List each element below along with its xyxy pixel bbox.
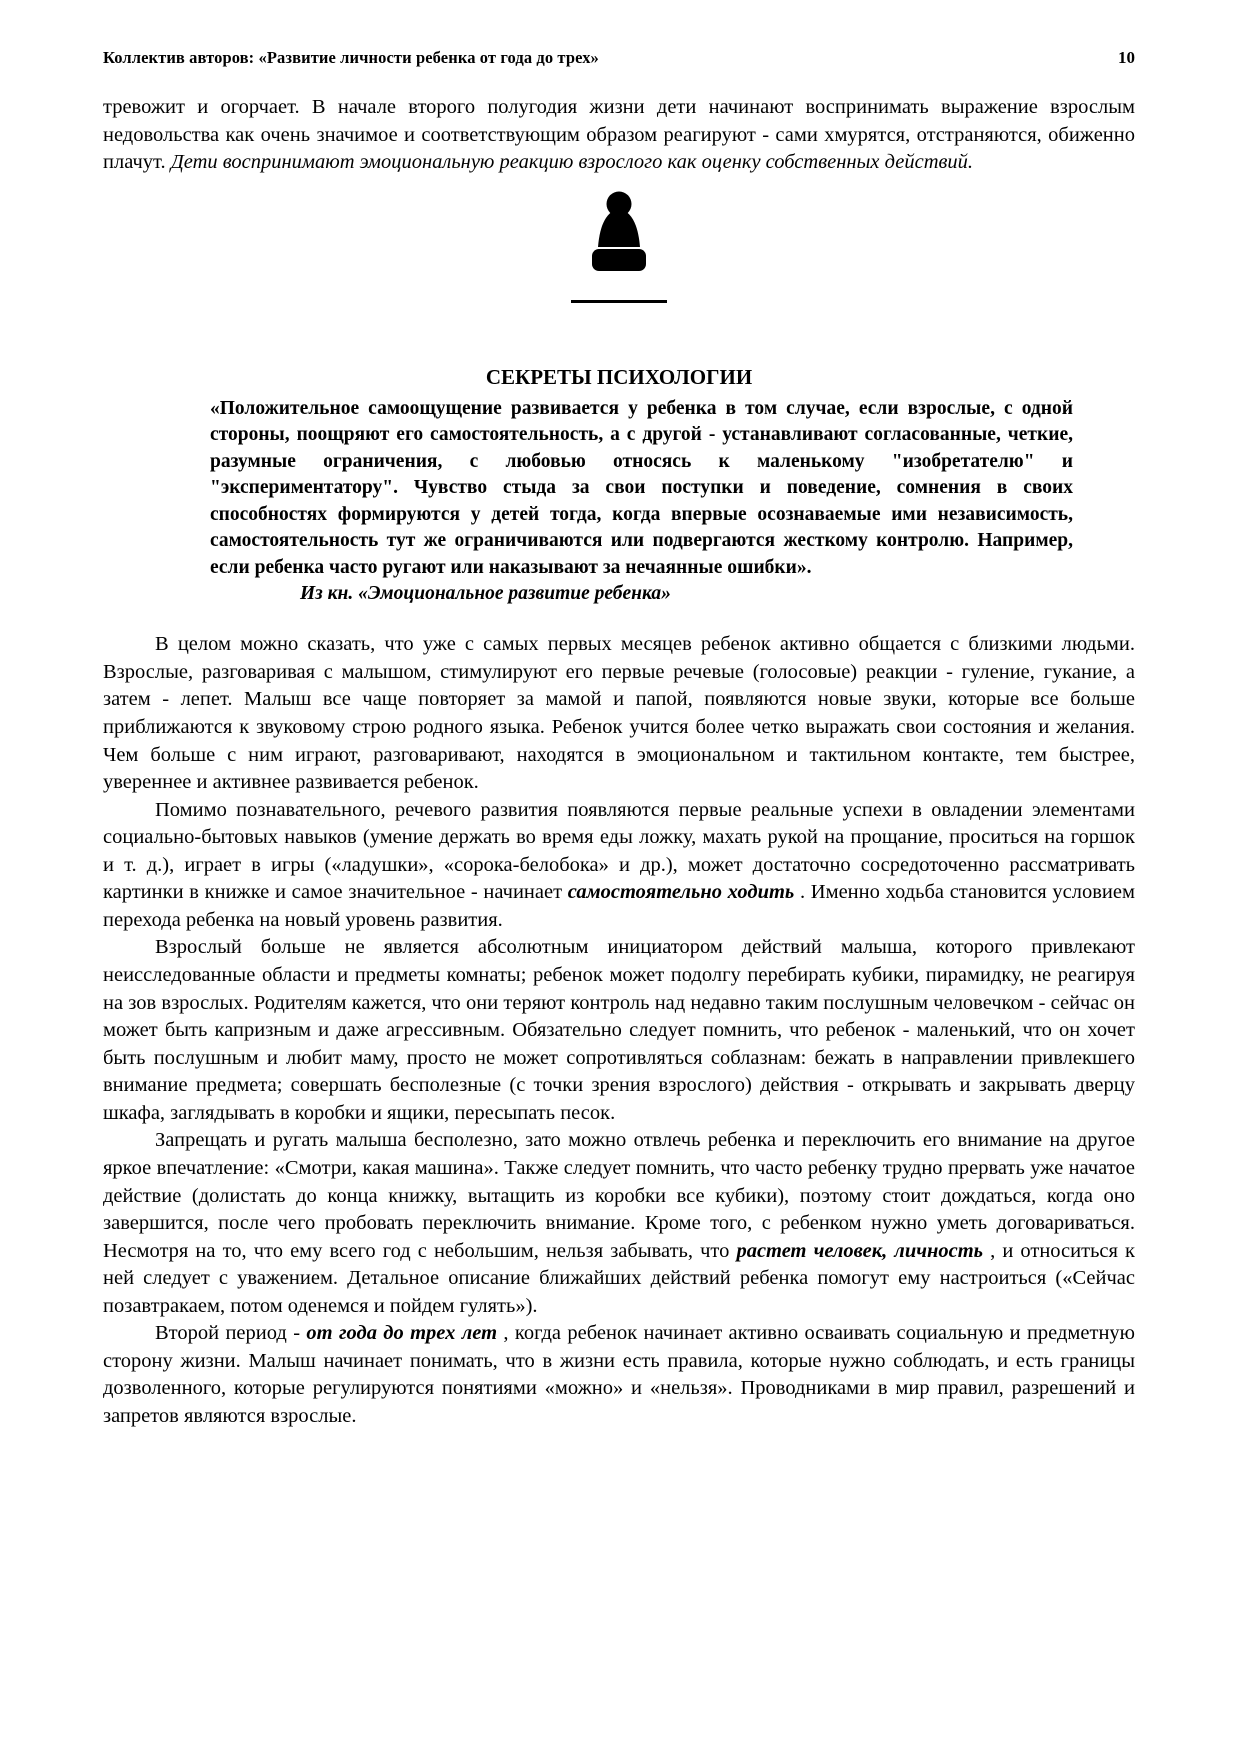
paragraph: [103, 631, 1135, 796]
intro-paragraphs: [103, 94, 1135, 177]
text-run: Помимо познавательного, речевого развития появляются первые реальные успехи в овладении элементами социально-бытовых навыков (умение держать во время еды ложку, махать рукой на прощание, проситься на горшок и т. д.), играет в игры («ладушки», «сорока-белобока» и др.), может достаточно сосредоточенно рассматривать картинки в книжке и самое значительное - начинает: [103, 798, 1135, 904]
text-run: , и относиться к ней следует с уважением. Детальное описание ближайших действий ребенка помогут ему настроиться («Сейчас позавтракаем, потом оденемся и пойдем гулять»).: [103, 1239, 1135, 1317]
secrets-heading: СЕКРЕТЫ ПСИХОЛОГИИ: [485, 364, 753, 389]
page-header: [103, 48, 1135, 68]
text-run: растет человек, личность: [736, 1239, 984, 1262]
text-run: , когда ребенок начинает активно осваивать социальную и предметную сторону жизни. Малыш начинает понимать, что в жизни есть правила, которые нужно соблюдать, и есть границы дозволенного, которые регулируются понятиями «можно» и «нельзя». Проводниками в мир правил, разрешений и запретов являются взрослые.: [103, 1322, 1135, 1428]
body-paragraphs: [103, 631, 1135, 1430]
secrets-quote: «Положительное самоощущение развивается у ребенка в том случае, если взрослые, с одной стороны, поощряют его самостоятельность, а с другой - устанавливают согласованные, четкие, разумные ограничения, с любовью относясь к маленькому "изобретателю" и "экспериментатору". Чувство стыда за свои поступки и поведение, сомнения в своих способностях формируются у детей тогда, когда впервые осознаваемые ими независимость, самостоятельность тут же ограничиваются или подвергаются жесткому контролю. Например, если ребенка часто ругают или наказывают за нечаянные ошибки».: [210, 397, 1073, 578]
paragraph: [103, 1320, 1135, 1430]
paragraph: [103, 797, 1135, 935]
text-run: тревожит и огорчает. В начале второго полугодия жизни дети начинают воспринимать выражение взрослым недовольства как очень значимое и соответствующим образом реагируют - сами хмурятся, отстраняются, обиженно плачут.: [103, 96, 1135, 174]
text-run: В целом можно сказать, что уже с самых первых месяцев ребенок активно общается с близкими людьми. Взрослые, разговаривая с малышом, стимулируют его первые речевые (голосовые) реакции - гуление, гукание, а затем - лепет. Малыш все чаще повторяет за мамой и папой, появляются новые звуки, которые все больше приближаются к звуковому строю родного языка. Ребенок учится более четко выражать свои состояния и желания. Чем больше с ним играют, разговаривают, находятся в эмоциональном и тактильном контакте, тем быстрее, увереннее и активнее развивается ребенок.: [103, 633, 1135, 794]
text-run: от года до трех лет: [306, 1322, 498, 1345]
page-number: 10: [1118, 48, 1135, 67]
secrets-attribution: Из кн. «Эмоциональное развитие ребенка»: [300, 583, 671, 605]
paragraph: [103, 934, 1135, 1127]
ornament-divider-line: [571, 300, 667, 303]
text-run: . Именно ходьба становится условием перехода ребенка на новый уровень развития.: [103, 881, 1135, 931]
text-run: самостоятельно ходить: [567, 881, 795, 904]
paragraph: [103, 94, 1135, 177]
text-run: Дети воспринимают эмоциональную реакцию взрослого как оценку собственных действий.: [170, 151, 974, 174]
header-title: Коллектив авторов: «Развитие личности ребенка от года до трех»: [103, 48, 599, 67]
text-run: Второй период -: [155, 1322, 307, 1345]
person-silhouette-icon: [586, 191, 652, 290]
paragraph: [103, 1127, 1135, 1320]
text-run: Взрослый больше не является абсолютным инициатором действий малыша, которого привлекают неисследованные области и предметы комнаты; ребенок может подолгу перебирать кубики, пирамидку, не реагируя на зов взрослых. Родителям кажется, что они теряют контроль над недавно таким послушным человечком - сейчас он может быть капризным и даже агрессивным. Обязательно следует помнить, что ребенок - маленький, что он хочет быть послушным и любит маму, просто не может сопротивляться соблазнам: бежать в направлении привлекшего внимание предмета; совершать бесполезные (с точки зрения взрослого) действия - открывать и закрывать дверцу шкафа, заглядывать в коробки и ящики, пересыпать песок.: [103, 936, 1135, 1124]
chapter-ornament: [103, 191, 1135, 303]
text-run: Запрещать и ругать малыша бесполезно, зато можно отвлечь ребенка и переключить его внимание на другое яркое впечатление: «Смотри, какая машина». Также следует помнить, что часто ребенку трудно прервать уже начатое действие (долистать до конца книжку, вытащить из коробки все кубики), поэтому стоит дождаться, когда оно завершится, после чего пробовать переключить внимание. Кроме того, с ребенком нужно уметь договариваться. Несмотря на то, что ему всего год с небольшим, нельзя забывать, что: [103, 1129, 1135, 1262]
